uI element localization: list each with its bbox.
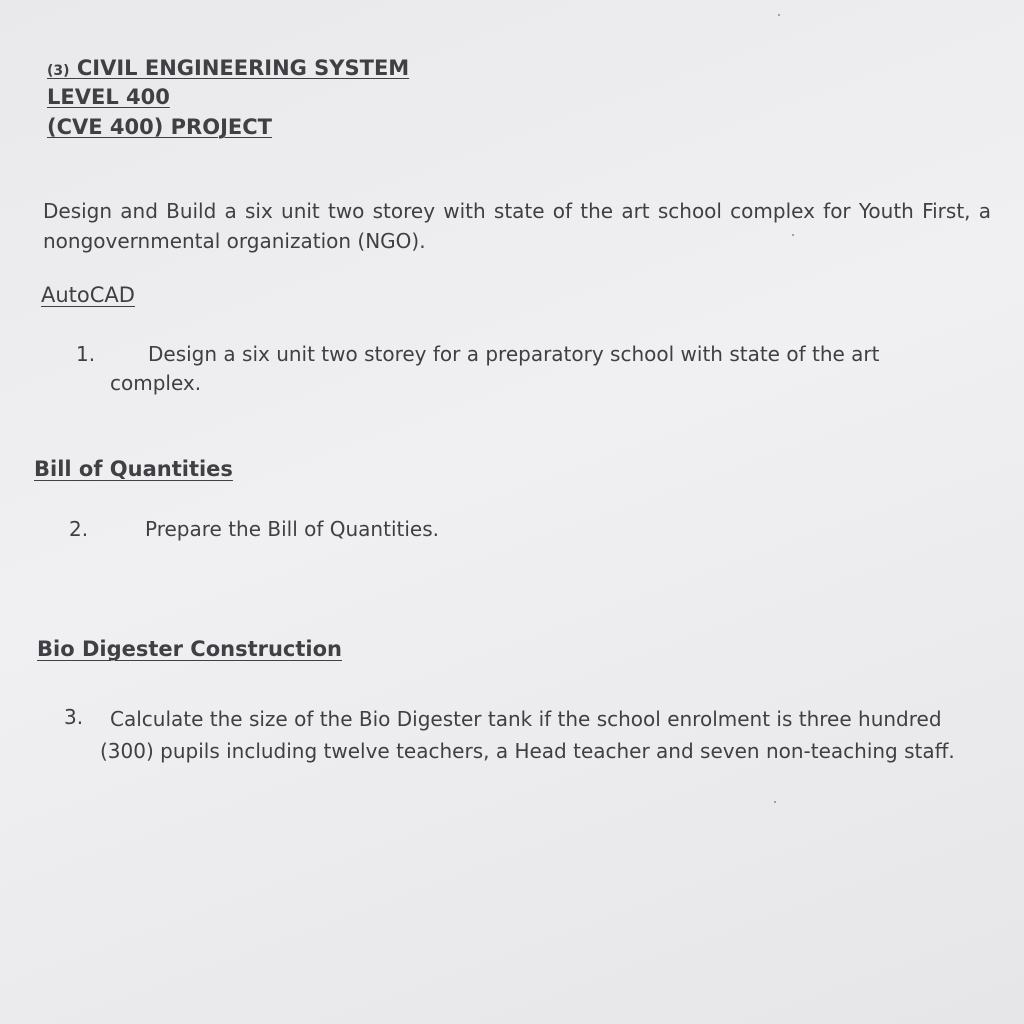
paper-speck bbox=[778, 14, 780, 16]
project-line: (CVE 400) PROJECT bbox=[47, 115, 272, 139]
paper-speck bbox=[774, 801, 776, 803]
level-line: LEVEL 400 bbox=[47, 85, 170, 109]
item-text: Prepare the Bill of Quantities. bbox=[145, 517, 439, 541]
item-number: 2. bbox=[69, 517, 89, 541]
paper-speck bbox=[792, 234, 794, 236]
intro-paragraph: Design and Build a six unit two storey with state of the art school complex for Youth First, a nongovernmental organization (NGO). bbox=[43, 199, 991, 253]
item-text: Calculate the size of the Bio Digester tank if the school enrolment is three hundred (300) pupils including twelve teachers, a Head teacher and seven non-teaching staff. bbox=[100, 707, 955, 763]
course-prefix: (3) bbox=[47, 63, 70, 79]
item-number: 3. bbox=[64, 705, 84, 729]
item-number: 1. bbox=[76, 342, 96, 366]
item-text: Design a six unit two storey for a preparatory school with state of the art complex. bbox=[110, 342, 880, 395]
course-title: CIVIL ENGINEERING SYSTEM bbox=[76, 56, 410, 80]
section-heading-bill-of-quantities: Bill of Quantities bbox=[34, 457, 233, 481]
section-heading-autocad: AutoCAD bbox=[41, 283, 135, 307]
section-heading-bio-digester: Bio Digester Construction bbox=[37, 637, 342, 661]
course-title-line bbox=[47, 56, 409, 80]
